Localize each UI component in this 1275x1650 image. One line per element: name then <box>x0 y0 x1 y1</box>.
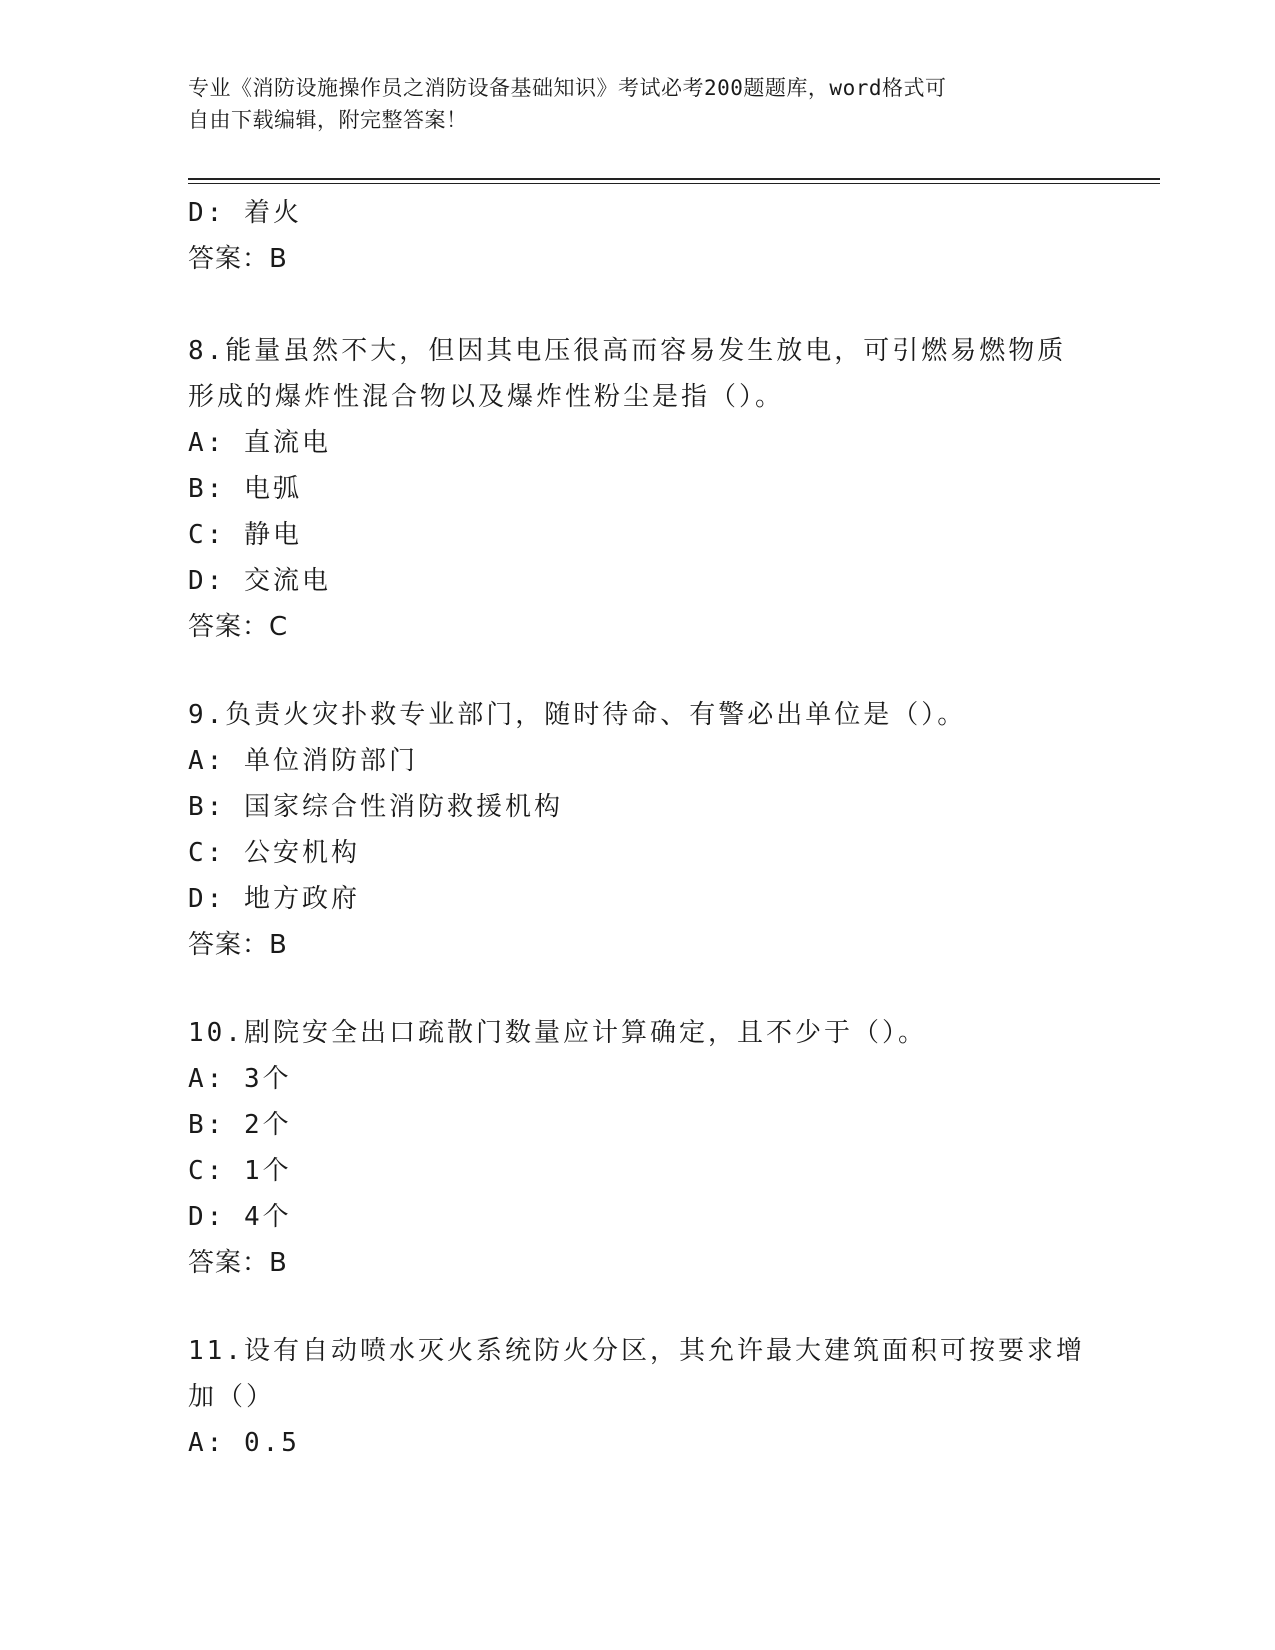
header-divider-thin <box>188 183 1160 184</box>
question-block-10 <box>188 1010 1088 1286</box>
question-text-line-1: 10.剧院安全出口疏散门数量应计算确定，且不少于（）。 <box>188 1018 927 1048</box>
question-text-line-1: 9.负责火灾扑救专业部门，随时待命、有警必出单位是（）。 <box>188 700 967 730</box>
option-a: A: 3个 <box>188 1064 292 1094</box>
option-c: C: 1个 <box>188 1156 292 1186</box>
document-header <box>188 72 1068 136</box>
answer-line: 答案：B <box>188 244 288 274</box>
option-a: A: 0.5 <box>188 1428 300 1458</box>
question-text-line-1: 8.能量虽然不大，但因其电压很高而容易发生放电，可引燃易燃物质 <box>188 336 1067 366</box>
question-text-line-2: 加（） <box>188 1382 276 1412</box>
option-b: B: 电弧 <box>188 474 302 504</box>
option-c: C: 公安机构 <box>188 838 360 868</box>
answer-line: 答案：B <box>188 930 288 960</box>
header-line-1: 专业《消防设施操作员之消防设备基础知识》考试必考200题题库，word格式可 <box>188 76 947 100</box>
option-b: B: 2个 <box>188 1110 292 1140</box>
option-d: D: 交流电 <box>188 566 331 596</box>
question-block-9 <box>188 692 1088 968</box>
option-a: A: 直流电 <box>188 428 331 458</box>
option-a: A: 单位消防部门 <box>188 746 418 776</box>
answer-line: 答案：B <box>188 1248 288 1278</box>
question-block-8 <box>188 328 1088 650</box>
option-d: D: 地方政府 <box>188 884 360 914</box>
question-text-line-2: 形成的爆炸性混合物以及爆炸性粉尘是指（）。 <box>188 382 785 412</box>
header-divider-thick <box>188 178 1160 180</box>
question-block-prev <box>188 190 1088 282</box>
document-body <box>188 190 1088 1466</box>
answer-line: 答案：C <box>188 612 289 642</box>
question-block-11 <box>188 1328 1088 1466</box>
question-text-line-1: 11.设有自动喷水灭火系统防火分区，其允许最大建筑面积可按要求增 <box>188 1336 1085 1366</box>
option-d: D: 4个 <box>188 1202 292 1232</box>
option-c: C: 静电 <box>188 520 302 550</box>
option-d: D: 着火 <box>188 198 302 228</box>
option-b: B: 国家综合性消防救援机构 <box>188 792 563 822</box>
header-line-2: 自由下载编辑，附完整答案！ <box>188 108 468 132</box>
